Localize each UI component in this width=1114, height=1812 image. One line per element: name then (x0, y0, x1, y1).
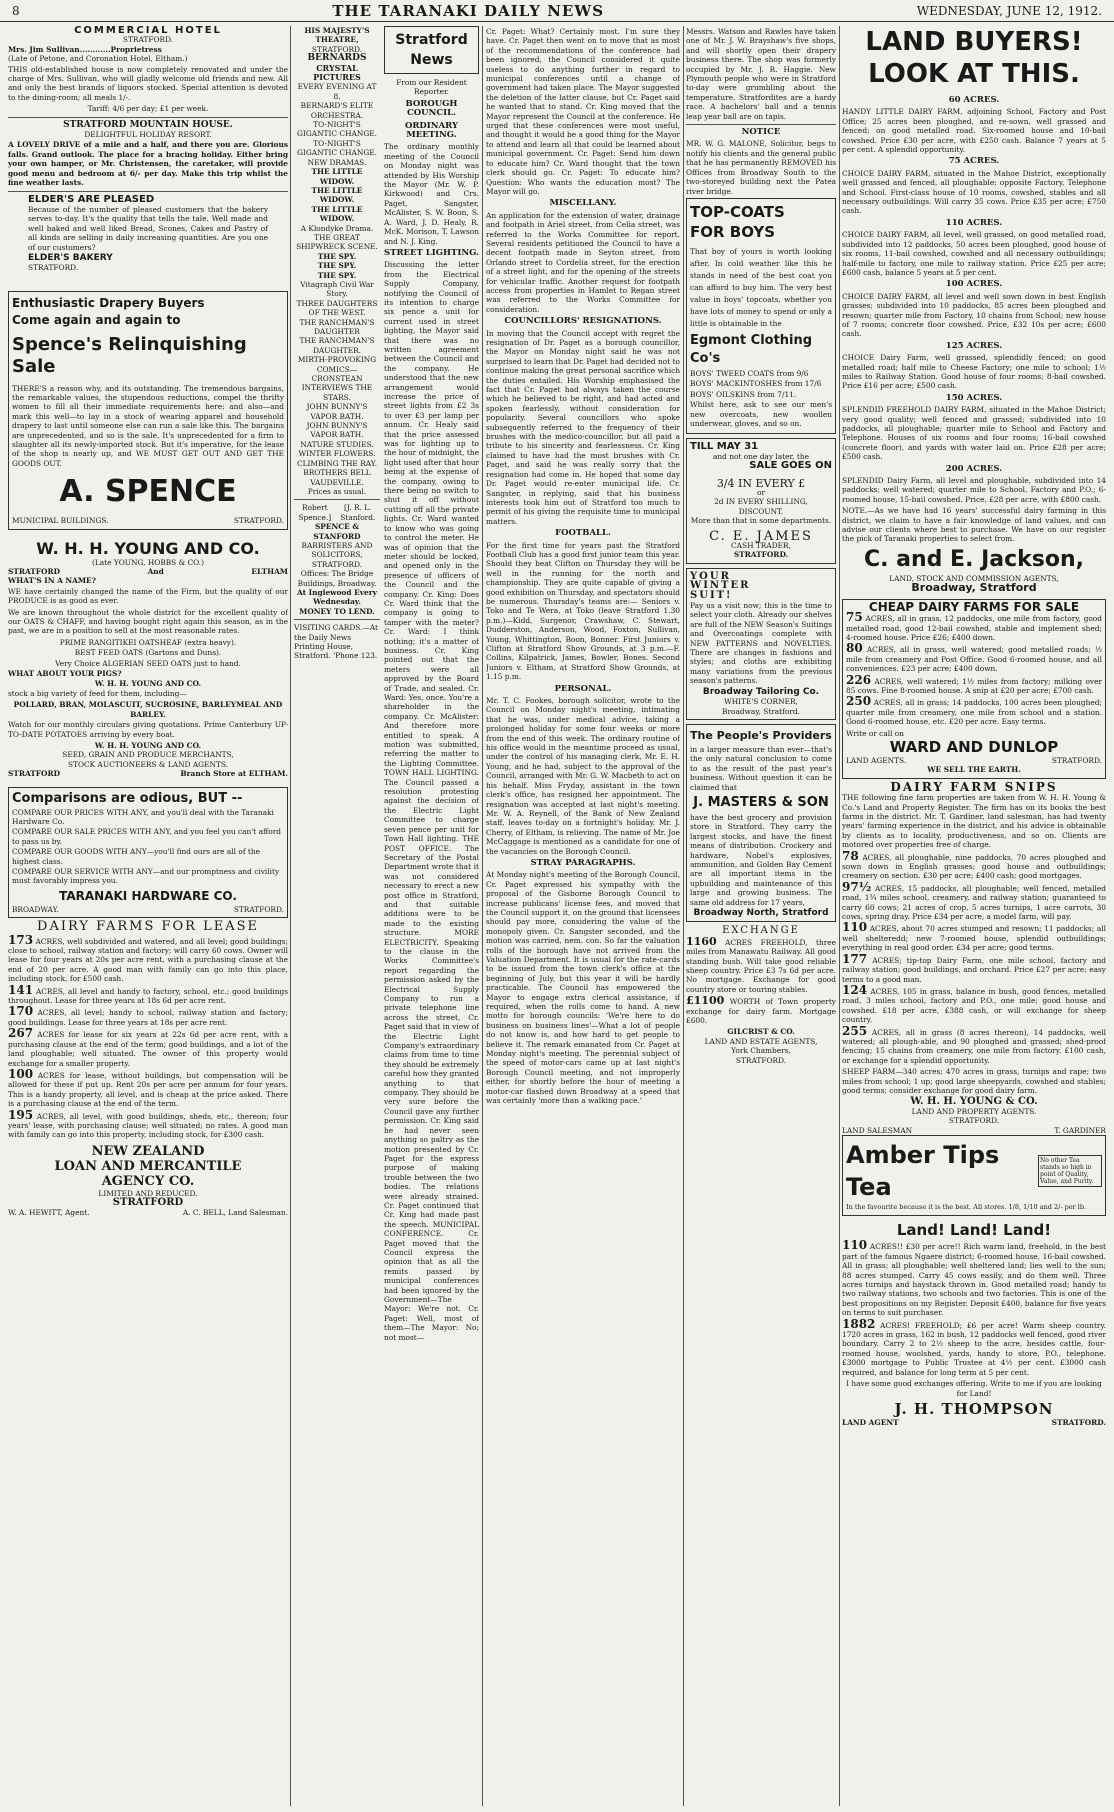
exchange-i2: WORTH of Town property exchange for dairy farm. Mortgage £600. (686, 997, 836, 1026)
thompson-foot: I have some good exchanges offering. Write to me if you are looking for Land! (846, 1379, 1102, 1398)
dairy-lease-ad (8, 919, 288, 1217)
hotel-place: STRATFORD. (122, 35, 174, 45)
snips-sheep: SHEEP FARM—340 acres; 470 acres in grass, turnips and rape; two miles from school; 1 up; good large sheepyards, cowshed and stables; good terms; consider exchange for good dairy farm. (842, 1067, 1106, 1095)
lease-acres: 141 (8, 982, 34, 997)
topcoats-h2: FOR BOYS (690, 222, 776, 241)
young-ld: POLLARD, BRAN, MOLASCUIT, SUCROSINE, BARLEYMEAL AND BARLEY. (13, 700, 283, 719)
column-rule (482, 26, 483, 1806)
lease-agency-2: LOAN AND MERCANTILE (54, 1158, 242, 1174)
theatre-prog: THE RANCHMAN'S DAUGHTER. (299, 336, 375, 355)
snips-text: ACRES, about 70 acres stumped and resown; 11 paddocks; all well shelteredd; new 7-roomed house, splendid outbuildings; everything in real good order. £34 per acre; good terms. (842, 924, 1106, 953)
topcoats-body: That boy of yours is worth looking after. In cold weather like this he stands in need of the best coat you can afford to buy him. The very best value in boys' topcoats, whether you have lots of money to spend or only a little is obtainable in the (690, 246, 832, 328)
lease-agent-r: A. C. BELL, Land Salesman. (182, 1207, 288, 1217)
theatre-prog: CRONSTEAN INTERVIEWS THE STARS. (301, 374, 373, 402)
young-p1: WE have certainly changed the name of the Firm, but the quality of our PRODUCE is as good as ever. (8, 586, 288, 606)
spence-name: A. SPENCE (59, 474, 237, 510)
c3-body1: Cr. Paget: What? Certainly most. I'm sure they have. Cr. Paget then went on to move that as most of the recommendations of the conference had been ignored, the Council considered it quite useless to do anything further in regard to municipal conferences until a change of government had taken place. The Mayor suggested the deletion of the latter clause, but Cr. Paget said he wanted that to stand. Cr. King moved that the Mayor represent the Council at the conference. He urged that these conferences were most useful, and thought it would be a good thing for the Mayor to attend and learn all that could be learned about municipal government. Cr. Paget: Send him down to educate him? Cr. Ward thought that the town clerk should go. Cr. Paget: To educate him? Question: Who wants the education most? The Mayor will go. (486, 27, 680, 196)
page-number: 8 (12, 3, 20, 18)
spence-left: MUNICIPAL BUILDINGS. (12, 516, 109, 526)
hardware-right: STRATFORD. (233, 904, 284, 914)
snips-acres: 255 (842, 1023, 868, 1038)
bakery-place: STRATFORD. (28, 263, 79, 273)
c3-body6: At Monday night's meeting of the Borough Council, Cr. Paget expressed his sympathy with the proposal of the Gisborne Borough Council to increase publicans' license fees, and moved that the Council support it, on the ground that licensees should pay more, considering the value of the monopoly given. Cr. Sangster seconded, and the motion was carried, nem. con. So far the valuation rolls of the borough have not arrived from the Valuation Department. It is usual for the rate-cards to be issued from the town clerk's office at the beginning of July, but this year it will be hardly practicable. The Council has empowered the Mayor to engage extra clerical assistance, if required, when the rolls come to hand. A new motto for borough councils: 'We're here to do business on business lines'—What a lot of people do not know is, and how hard to get people to believe it. The remark emanated from Cr. Paget at Monday night's meeting. The perennial subject of the speed of motor-cars came up at last night's Borough Council meeting, and not improperly either, for shortly before the hour of meeting a motor-car flashed down Broadway at a speed that was certainly 'more than a walking pace.' (486, 870, 680, 1106)
bakery-head: ELDER'S ARE PLEASED (28, 193, 155, 205)
exchange-i1: ACRES FREEHOLD, three miles from Manawatu Railway. All good standing bush. Will take good reliable sheep country. Price £3 7s 6d per acre. No mortgage. Exchange for good country store or touring stables. (686, 937, 836, 994)
james-not1: and not one day later, the (712, 451, 809, 461)
lease-acres: 170 (8, 1004, 34, 1019)
masters-h: The People's Providers (690, 728, 832, 742)
theatre-prog: JOHN BUNNY'S VAPOR BATH. (306, 402, 368, 421)
c3-resign: COUNCILLORS' RESIGNATIONS. (504, 316, 662, 327)
thompson-acres: 110 (842, 1238, 868, 1253)
ward-acres: 75 (846, 610, 863, 625)
lease-item (8, 932, 288, 984)
exchange-i2n: £1100 (686, 994, 725, 1008)
lease-text: ACRES for lease, without buildings, but compensation will be allowed for these if put up. Rent 20s per acre per annum for four years. This is a handy property, all level, and is cheap at the price asked. There is a purchasing clause at the end of the term. (8, 1070, 288, 1109)
topcoat-item: BOYS' TWEED COATS from 9/6 (690, 368, 809, 378)
theatre-line: NEW DRAMAS. (307, 157, 367, 167)
law-ad (294, 503, 380, 616)
james-disc2: 2d IN EVERY SHILLING, (714, 497, 808, 507)
snips-text: ACRES, 105 in grass, balance in bush, good fences, metalled road, 3 miles school, factory and P.O., one mile; good house and cowshed. £18 per acre, £388 cash, or will exchange for sheep country. (842, 986, 1106, 1025)
column-2 (294, 26, 479, 1344)
snips-acres: 97½ (842, 879, 872, 894)
exchange-name: GILCRIST & CO. (727, 1027, 795, 1037)
thompson-head: Land! Land! Land! (896, 1221, 1052, 1240)
young-late: (Late YOUNG, HOBBS & CO.) (91, 557, 205, 567)
theatre-spy: THE SPY. (317, 251, 357, 261)
jackson-acres: 100 ACRES. (945, 279, 1003, 290)
lease-acres: 100 (8, 1066, 34, 1081)
theatre-name: HIS MAJESTY'S THEATRE, (304, 26, 370, 45)
bakery-name: ELDER'S BAKERY (28, 252, 113, 263)
lease-item (8, 982, 288, 1006)
winter-addr1: WHITE'S CORNER, (724, 697, 798, 707)
snips-acres: 124 (842, 982, 868, 997)
lease-limited: LIMITED AND REDUCED. (98, 1188, 198, 1198)
spence-body: THERE'S a reason why, and its outstanding. The tremendous bargains, the remarkable values, the stupendous reductions, compel the thrifty women to fill all their immediate requirements here; and also—and mark this well—to lay in a stock of wearing apparel and household drapery to last until someone else can run a sale like this. The bargains are unprecedented, and so is the sale. It's unprecedented for a firm to slaughter all its newly-imported stock. But it's imperative, for the lease of the shop is nearly up, and WE MUST GET OUT AND GET THE GOODS OUT. (12, 383, 284, 468)
ward-acres: 80 (846, 641, 863, 656)
issue-date: WEDNESDAY, JUNE 12, 1912. (916, 3, 1102, 18)
theatre-ship: THE GREAT SHIPWRECK SCENE. (296, 232, 378, 252)
hotel-prop: Mrs. Jim Sullivan............Proprietress (8, 44, 162, 54)
theatre-ev: EVERY EVENING AT 8. (297, 82, 377, 101)
thompson-text: ACRES! FREEHOLD; £6 per acre! Warm sheep country. 1720 acres in grass, 162 in bush, 12 paddocks well fenced, good river boundary. Carry 2 to 2½ sheep to the acre, besides cattle, four-roomed house, woolshed, yards, handy to store, P.O., telephone. £3000 mortgage to Public Trustee at 4½ per cent. £3000 cash required, and balance for long term at 5 per cent. (842, 1320, 1106, 1377)
law-firm: SPENCE & STANFORD (313, 522, 361, 541)
lease-text: ACRES, all level, with good buildings, sheds, etc., thereon; four years' lease, with purchasing clause; well situated; no rates. A good man with family can go into this property, including stock, for £300 cash. (8, 1111, 288, 1140)
jackson-acres: 60 ACRES. (948, 95, 1000, 105)
lease-text: ACRES, well subdivided and watered, and all level; good buildings; close to school, railway station and factory; will carry 60 cows. Owner will lease for four years at 20s per acre rent, with a purchasing clause at the end of 20 per acre. A good man with family can go into this place, including stock, for £500 cash. (8, 936, 288, 984)
snips-item (842, 879, 1106, 922)
c3-body5: Mr. T. C. Fookes, borough solicitor, wrote to the Council on Monday night's meeting, intimating that he was, under medical advice, taking a prolonged holiday for some four weeks or more from the end of this week. The ordinary routine of his office would in the meantime proceed as usual, under the control of his managing clerk, Mr. E. H. Young, and he had, subject to the approval of the Council, arranged with Mr. G. W. Macbeth to act on his behalf. Miss Fryday, assistant in the town clerk's office, has resigned her appointment. The resignation was accepted at last night's meeting. Mr. W. A. Reynell, of the Bank of New Zealand staff, leaves to-day on a fortnight's holiday. Mr. J. Cherry, of Eltham, is relieving. The name of Mr. Joe McCaggage is mentioned as a candidate for one of the vacancies on the Borough Council. (486, 696, 680, 856)
mountain-name: STRATFORD MOUNTAIN HOUSE. (63, 119, 233, 130)
theatre-ad (294, 26, 380, 661)
lease-agency-1: NEW ZEALAND (91, 1143, 205, 1159)
snips-place: STRATFORD. (948, 1116, 1000, 1126)
hardware-left: BROADWAY. (12, 904, 59, 914)
hotel-prev: (Late of Petone, and Coronation Hotel, Eltham.) (8, 54, 188, 64)
snips-text: ACRES; tip-top Dairy Farm, one mile school, factory and railway station; good buildings, and orchard. Price £27 per acre; easy terms to a good man. (842, 955, 1106, 984)
ward-write: Write or call on (846, 728, 905, 738)
hotel-body: THIS old-established house is now completely renovated and under the charge of Mrs. Sullivan, who will gladly welcome old friends and new. All and only the best brands of liquors stocked. Special attention is devoted to the dining-room; all meals 1/-. (8, 64, 288, 102)
thompson-r: STRATFORD. (1051, 1417, 1106, 1427)
theatre-place: STRATFORD. (311, 44, 363, 54)
hardware-i1: COMPARE OUR PRICES WITH ANY, and you'll deal with the Taranaki Hardware Co. (12, 807, 274, 826)
theatre-prog: MIRTH-PROVOKING COMICS— (297, 355, 377, 374)
news-sec1: BOROUGH COUNCIL. (405, 98, 458, 119)
young-foot-l: STRATFORD (8, 769, 61, 779)
young-lb: BEST FEED OATS (Gartons and Duns). (74, 648, 222, 658)
law-sub2: STRATFORD. (311, 559, 363, 569)
hardware-i2: COMPARE OUR SALE PRICES WITH ANY, and you feel you can't afford to pass us by. (12, 827, 281, 846)
young-p2: We are known throughout the whole district for the excellent quality of our OATS & CHAFF, and having bought right again this season, as in the past, we are in a position to sell at the most reasonable rates. (8, 607, 288, 636)
jackson-text: HANDY LITTLE DAIRY FARM, adjoining School, Factory and Post Office; 25 acres been ploughed, and re-sown, well grassed and fenced; on good metalled road. Six-roomed house and 10-bail cowshed. Price £30 per acre, with £250 cash. Balance 7 years at 5 per cent. A splendid opportunity. (842, 107, 1106, 155)
c3-body3: In moving that the Council accept with regret the resignation of Dr. Paget as a borough councillor, the Mayor on Monday night said he was not surprised to learn that Dr. Paget had decided not to continue making the great personal sacrifice which the duties entailed. His Worship emphasised the fact that Cr. Paget had always taken the course which he believed to be right, and had acted and spoken fearlessly, without consideration for popularity. Several councillors who spoke subsequently referred to the frequency of their brushes with the medico-councillor, but all paid a tribute to his sincerity and fearlessness. Cr. King claimed to have had the most brushes with Cr. Paget, and said he was really sorry that the resignation had come in. He hoped that some day Dr. Paget would re-enter municipal life. Cr. Sangster, in replying, said that his business interests took him out of Stratford too much to permit of his giving the requisite time to municipal matters. (486, 328, 680, 526)
masters-ad (686, 724, 836, 923)
jackson-name: C. and E. Jackson, (863, 546, 1085, 572)
law-office: Offices: The Bridge Buildings, Broadway. (297, 569, 377, 588)
theatre-spy: THE SPY. (317, 270, 357, 280)
thompson-item (842, 1238, 1106, 1318)
news-sec3: STREET LIGHTING. (384, 247, 479, 258)
elders-bakery-ad (8, 195, 288, 273)
snips-text: ACRES, 15 paddocks, all ploughable; well fenced, metalled road, 1¾ miles school, creamery, and railway station; guaranteed to carry 60 cows; 21 acres of crop, 5 acres turnips, 1 acre carrots, 30 cows, spring dray. Price £34 per acre, a model farm, will pay. (842, 883, 1106, 922)
young-name: W. H. H. YOUNG AND CO. (36, 538, 260, 558)
ward-item (846, 672, 1102, 696)
news-body: Discussing the letter from the Electrical Supply Company, notifying the Council of its intention to charge six pence a unit for current used in street lighting, the Mayor said that there was no written agreement between the Council and the company. He understood that the new arrangement would increase the price of street lights from £2 3s to over £3 per lamp per annum. Cr. Healy said that the price assessed was for lighting up to the hour of midnight, the light used after that hour being at the expense of the company, owing to there being no switch to shut it off without cutting off all the private lights. Cr. Ward wanted to know who was going to control the meter. He was of opinion that the meter should be locked, and opened only in the presence of officers of the Council and the company. Cr. King: Does Cr. Ward think that the company is going to tamper with the meter? Cr. Ward: I think nothing; it's a matter of business. Cr. King pointed out that the meters were all approved by the Board of Trade, and sealed. Cr. Ward: Yes, once. You're a shareholder in the company. Cr. McAlister: And therefore more entitled to speak. A motion was submitted, referring the matter to the Lighting Committee. TOWN HALL LIGHTING. The Council passed a resolution protesting against the decision of the Electric Light Committee to charge seven pence per unit for Town Hall lighting. THE POST OFFICE. The Secretary of the Postal Department wrote that it was not considered necessary to erect a new post office in Stratford, and that suitable additions were to be made to the existing structure. MORE ELECTRICITY. Speaking to the clause in the Works Committee's report regarding the permission asked by the Electrical Supply Company to run a private telephone line across the street, Cr. Paget said that in view of the Electric Light Company's extraordinary claims from time to time they should be extremely careful how they granted anything to that company. They should be very sure before the Council gave any further permission. Cr. King said he had never seen anything so paltry as the motion presented by Cr. Paget for the express purpose of making trouble between the two bodies. The relations were already strained. Cr. Paget continued that Cr. King had made past the speech. MUNICIPAL CONFERENCE. Cr. Paget moved that the Council express the opinion that as all the remits passed by municipal conferences had been ignored by the Government—The Mayor: We're not. Cr. Paget: Well, most of them—The Mayor: No; not most— (384, 260, 479, 1342)
young-q2: WHAT ABOUT YOUR PIGS? (8, 669, 122, 679)
ward-name: WARD AND DUNLOP (889, 737, 1059, 756)
theatre-prog: WINTER FLOWERS. (298, 449, 376, 459)
winter-h2: WINTER (690, 580, 751, 592)
law-sub1: BARRISTERS AND SOLICITORS, (301, 540, 373, 560)
lease-text: ACRES, all level and handy to factory, school, etc.; good buildings throughout. Lease for three years at 18s 6d per acre rent. (8, 986, 288, 1006)
winter-name: Broadway Tailoring Co. (702, 686, 820, 697)
theatre-prog: JOHN BUNNY'S VAPOR BATH. (306, 421, 368, 440)
lease-text: ACRES for lease for six years at 22s 6d per acre rent, with a purchasing clause at the end of the term; good buildings, and a lot of the land ploughable; well situated. The owner of this property would exchange for a smaller property. (8, 1030, 288, 1068)
exchange-tag: LAND AND ESTATE AGENTS, (704, 1036, 818, 1046)
topcoats-foot: Whilst here, ask to see our men's new overcoats, new woollen underwear, gloves, and so on. (690, 400, 832, 428)
c3-personal: PERSONAL. (554, 683, 612, 694)
snips-tag: LAND AND PROPERTY AGENTS. (911, 1106, 1037, 1116)
hotel-name: COMMERCIAL HOTEL (74, 26, 222, 36)
theatre-widow: THE LITTLE WIDOW. (311, 204, 363, 224)
theatre-co: BERNARDS (307, 53, 367, 64)
law-n1: Robert Spence.] (298, 503, 332, 522)
young-tag2: STOCK AUCTIONEERS & LAND AGENTS. (67, 759, 229, 769)
spence-line-1: Enthusiastic Drapery Buyers (12, 295, 205, 310)
thompson-ad (842, 1220, 1106, 1427)
jackson-tag: LAND, STOCK AND COMMISSION AGENTS, (889, 573, 1059, 583)
thompson-l: LAND AGENT (842, 1417, 899, 1427)
jackson-text: CHOICE DAIRY FARM, all level and well sown down in best English grasses; subdivided into 10 paddocks, 85 acres been ploughed and resown; quarter mile from Factory, 10 chains from School; new house of 7 rooms; concrete floor cowshed. Price, £32 10s per acre; £600 cash. (842, 291, 1106, 339)
snips-acres: 177 (842, 951, 868, 966)
winter-h1: YOUR (690, 570, 731, 582)
news-byline: From our Resident Reporter. (396, 78, 467, 97)
ward-agents: LAND AGENTS. (846, 755, 907, 765)
exchange-addr: York Chambers, (731, 1046, 791, 1056)
topcoats-h1: TOP-COATS (690, 202, 785, 221)
james-sale: SALE GOES ON (749, 460, 832, 472)
ward-item (846, 694, 1102, 727)
theatre-prog: THE RANCHMAN'S DAUGHTER (299, 317, 375, 336)
snips-item (842, 848, 1106, 881)
snips-item (842, 1023, 1106, 1066)
c3-football: FOOTBALL. (555, 528, 611, 539)
theatre-spy: THE SPY. (317, 261, 357, 271)
theatre-widow: THE LITTLE WIDOW. (311, 185, 363, 205)
jackson-addr: Broadway, Stratford (911, 581, 1037, 595)
young-m: And (147, 567, 164, 577)
masthead (0, 0, 1114, 22)
ward-head: CHEAP DAIRY FARMS FOR SALE (868, 599, 1080, 614)
jackson-text: CHOICE Dairy Farm, well grassed, splendidly fenced; on good metalled road; half mile to Cheese Factory; one mile to school; 1½ miles to Railway Station. Good house of four rooms; 8-bail cowshed. Price £16 per acre; £500 cash. (842, 353, 1106, 391)
column-4 (686, 26, 836, 1065)
c3-body2: An application for the extension of water, drainage and footpath in Ariel street, from Celia street, was referred to the Works Committee for report. Several residents petitioned the Council to have a decent footpath made in Seyton street, from Orlando street to Cordelia street, for the erection of a street light, and for the opening of the streets for vehicular traffic. Another request for footpath access from properties in Hamlet to Regan street was referred to the Works Committee for consideration. (486, 210, 680, 314)
jackson-text: SPLENDID Dairy Farm, all level and ploughable, subdivided into 14 paddocks; well watered; quarter mile to School, Factory and P.O.; 6-roomed house, 15-bail cowshed. Price, £28 per acre, with £800 cash. (842, 476, 1106, 504)
theatre-klondyke: A Klondyke Drama. (300, 223, 374, 233)
c3-body4: For the first time for years past the Stratford Football Club has a good first junior team this year. Should they beat Clifton on Thursday they will be well in the running for the north and championship. They are quite capable of giving a good exhibition on Thursday, and spectators should be numerous. Thursday's teams are:— Seniors v. Toko and Te Wera, at Toko (leave Stratford 1.30 p.m.)—Kidd, Surgenor, Crawshaw, C. Stewart, Dudderston, Anderson, Wood, Foxton, Sullivan, Young, Whittington, Boon, Bonner. First Juniors v. Clifton at Stratford Show Grounds, at 3 p.m.—F. Collins, Kilpatrick, James, Bowler, Bones. Second Juniors v. Eltham, at Stratford Show Grounds, at 1.15 p.m. (486, 540, 680, 682)
snips-item (842, 920, 1106, 953)
theatre-vita: Vitagraph Civil War Story. (300, 279, 374, 299)
james-till: TILL MAY 31 (690, 441, 759, 453)
lease-place: STRATFORD (112, 1197, 184, 1209)
spence-right: STRATFORD. (233, 516, 284, 526)
c4-body1: Messrs. Watson and Rawles have taken one of Mr. J. W. Brayshaw's five shops, and will shortly open their drapery business there. The shop was formerly occupied by Mr. J. R. Haggie. New Plymouth people who were in Stratford to-day were grumbling about the temperature. Stratfordites are a hardy race. A bachelors' ball and a tennis leap year ball are on tapis. (686, 27, 836, 121)
amber-tea-ad (842, 1135, 1106, 1216)
snips-text: ACRES, all ploughable, nine paddocks, 70 acres ploughed and sown down in English grasses; good house and outbuildings; creamery on section. £30 per acre; £400 cash; good mortgages. (842, 852, 1106, 881)
thompson-acres: 1882 (842, 1316, 876, 1331)
column-rule (683, 26, 684, 1806)
theatre-prog: BROTHERS BELL VAUDEVILLE. (303, 468, 371, 487)
bakery-body: Because of the number of pleased customers that the bakery serves to-day. It's the quality that tells the tale. Well made and well baked and well liked Bread, Scones, Cakes and Pastry of all kinds are selling in daily increasing quantities. Are you one of our customers? (28, 204, 268, 252)
snips-intro: THE following fine farm properties are taken from W. H. H. Young & Co.'s Land and Property Register. The firm has on its books the best farms in the district. Mr. T. Gardiner, land salesman, has had twenty years' farming experience in the district, and his advice is obtainable by clients as to locality, productiveness, and so on. Clients are motored over properties free of charge. (842, 793, 1106, 850)
jackson-ad (842, 26, 1106, 593)
law-money: MONEY TO LEND. (299, 606, 375, 616)
lease-agent-l: W. A. HEWITT, Agent. (8, 1207, 90, 1217)
theatre-co2: CRYSTAL PICTURES (313, 62, 361, 83)
mountain-body: A LOVELY DRIVE of a mile and a half, and there you are. Glorious falls. Grand outlook. The place for a bracing holiday. Either bring your own hamper, or Mr. Christensen, the caretaker, will provide good menu and bedroom at 6/- per day. Make this trip whilst the fine weather lasts. (8, 140, 288, 188)
jackson-acres: 150 ACRES. (945, 392, 1003, 403)
masters-addr: Broadway North, Stratford (693, 908, 829, 918)
hardware-ad (8, 787, 288, 919)
snips-l: LAND SALESMAN (842, 1125, 913, 1135)
snips-r: T. GARDINER (1054, 1125, 1106, 1135)
theatre-line: TO-NIGHT'S GIGANTIC CHANGE. (297, 120, 377, 139)
ward-item (846, 610, 1102, 642)
hardware-name: TARANAKI HARDWARE CO. (59, 888, 237, 903)
theatre-prog: NATURE STUDIES. (300, 439, 374, 449)
snips-item (842, 982, 1106, 1025)
topcoats-name: Egmont Clothing Co's (690, 332, 813, 366)
young-produce-ad (8, 540, 288, 779)
jackson-note: NOTE.—As we have had 16 years' successful dairy farming in this district, we claim to have a fair knowledge of land values, and can advise our clients where best to purchase. We have on our register the pick of Taranaki properties to select from. (842, 506, 1106, 544)
malone-notice (686, 128, 836, 196)
young-p3: stock a big variety of feed for them, including— (8, 688, 187, 698)
topcoat-item: BOYS' OILSKINS from 7/11. (690, 389, 797, 399)
column-1 (8, 26, 288, 1217)
hardware-head: Comparisons are odious, BUT -- (12, 790, 243, 806)
visiting-cards: VISITING CARDS.—At the Daily News Printing House, Stratford. 'Phone 123. (294, 623, 379, 661)
masters-body2: have the best grocery and provision store in Stratford. They carry the largest stocks, and have the finest means of distribution. Crockery and hardware, Nobel's explosives, ammunition, and Golden Bay Cement are all important items in the upbuilding and maintenance of this large and growing business. The same old address for 17 years, (690, 812, 832, 907)
ward-slogan: WE SELL THE EARTH. (927, 765, 1021, 775)
hardware-i4: COMPARE OUR SERVICE WITH ANY—and our promptness and civility must favorably impress you. (12, 867, 280, 886)
lease-item (8, 1066, 288, 1109)
theatre-prog: CLIMBING THE RAY. (296, 458, 378, 468)
lease-acres: 173 (8, 932, 34, 947)
jackson-text: CHOICE DAIRY FARM, situated in the Mahoe District, exceptionally well grassed and fenced, all ploughable; opposite Factory, Telephone and School. First-class house of 10 rooms, cowshed, stables and all necessary outbuildings. Will carry 35 cows. Price £35 per acre; £750 cash. (842, 168, 1106, 216)
young-la: PRIME RANGITIKEI OATSHEAF (extra heavy). (59, 637, 237, 647)
snips-head: DAIRY FARM SNIPS (890, 779, 1058, 794)
news-sec2: ORDINARY MEETING. (404, 120, 459, 141)
jackson-acres: 200 ACRES. (945, 463, 1003, 474)
snips-ad (842, 779, 1106, 1135)
news-head: Stratford News (384, 26, 479, 74)
james-trader: CASH TRADER, (731, 541, 791, 550)
news-p1: The ordinary monthly meeting of the Council on Monday night was attended by His Worship the Mayor (Mr. W. P. Kirkwood) and Crs. Paget, Sangster, McAlister, S. W. Boon, S. A. Ward, J. D. Healy, R. McK. Morison, T. Lawson and N. J. King. (384, 142, 479, 246)
column-5 (842, 26, 1106, 1427)
lease-acres: 267 (8, 1026, 34, 1041)
column-rule (290, 26, 291, 1806)
theatre-sub: BERNARD'S ELITE ORCHESTRA. (300, 101, 374, 120)
ward-item (846, 641, 1102, 674)
tea-name: Amber Tips Tea (846, 1141, 1000, 1201)
james-sale-ad (686, 438, 836, 563)
james-place: STRATFORD. (733, 550, 789, 560)
jackson-h2: LOOK AT THIS. (868, 59, 1080, 89)
james-disc3: DISCOUNT. (738, 506, 784, 516)
column-3 (486, 26, 680, 1108)
ward-dunlop-ad (842, 599, 1106, 779)
thompson-text: ACRES!! £30 per acre!! Rich warm land, freehold, in the best part of the famous Ngaere district; 6-roomed house, 16-bail cowshed. All in grass; all ploughable; well sheltered land; lies well to the sun; 88 acres stumped. Carry 45 cows easily, and do them well. Three acres turnips and haystack thrown in. Good metalled road; handy to two railway stations, two schools and two factories. This is one of the best propositions on my Register. Deposit £400, balance for five years on terms to suit purchaser. (842, 1242, 1106, 1318)
lease-acres: 195 (8, 1107, 34, 1122)
exchange-place: STRATFORD. (735, 1055, 787, 1065)
james-or: or (757, 487, 765, 497)
lease-item (8, 1026, 288, 1068)
ward-acres: 226 (846, 672, 872, 687)
winter-body: Pay us a visit now; this is the time to select your cloth. Already our shelves are full of the NEW Season's Suitings and Overcoatings complete with NEW PATTERNS and NOVELTIES. There are changes in fashions and styles; and cloths are exhibiting many variations from the previous season's patterns. (690, 601, 832, 686)
theatre-widow: THE LITTLE WIDOW. (311, 167, 363, 186)
lease-text: ACRES, all level; handy to school, railway station and factory; good buildings. Lease for three years at 18s per acre rent. (8, 1008, 288, 1027)
topcoats-ad (686, 198, 836, 434)
snips-acres: 78 (842, 848, 859, 863)
snips-name: W. H. H. YOUNG & CO. (910, 1096, 1038, 1108)
masters-name: J. MASTERS & SON (693, 794, 829, 810)
james-more: More than that in some departments. (690, 516, 832, 526)
stratford-news (384, 26, 479, 1344)
ward-place: STRATFORD. (1051, 755, 1102, 765)
jackson-text: SPLENDID FREEHOLD DAIRY FARM, situated in the Mahoe District; very good quality; well fenced and grassed; subdivided into 10 paddocks, all ploughable; quarter mile to School and Factory and Telephone. Houses of six rooms and four rooms; 16-bail cowshed (concrete floor), and yards with water laid on. Price £28 per acre; £500 cash. (842, 405, 1106, 462)
mountain-sub: DELIGHTFUL HOLIDAY RESORT. (84, 130, 212, 140)
topcoat-item: BOYS' MACKINTOSHES from 17/6 (690, 379, 822, 389)
young-foot-r: Branch Store at ELTHAM. (180, 769, 288, 779)
law-n2: [J. R. L. Stanford. (340, 503, 376, 522)
tea-side: No other Tea stands so high in point of Quality, Value, and Purity. (1038, 1155, 1102, 1187)
exchange-i1n: 1160 (686, 934, 717, 948)
snips-acres: 110 (842, 920, 868, 935)
ward-text: ACRES, all in grass, well watered; good metalled roads; ½ mile from creamery and Post Office. Good 6-roomed house, and all conveniences. £23 per acre; £400 down. (846, 645, 1102, 674)
hardware-i3: COMPARE OUR GOODS WITH ANY—you'll find ours are all of the highest class. (12, 847, 261, 866)
young-q1: WHAT'S IN A NAME? (8, 576, 97, 586)
winter-addr2: Broadway, Stratford. (722, 706, 800, 716)
jackson-h1: LAND BUYERS! (865, 27, 1083, 57)
notice-head: NOTICE (741, 127, 781, 138)
notice-body: MR. W. G. MALONE, Solicitor, begs to notify his clients and the general public that he has permanently REMOVED his Offices from Broadway South to the two-storeyed building next the Patea river bridge. (686, 139, 836, 196)
jackson-acres: 75 ACRES. (948, 156, 1000, 167)
jackson-text: CHOICE DAIRY FARM, all level, well grassed, on good metalled road, subdivided into 12 paddocks, 50 acres been ploughed, good house of six rooms, 11-bail cowshed, cowshed and all necessary outbuildings; half-mile to factory, one mile to railway station. Price £25 per acre; £600 cash, balance 5 years at 5 per cent. (842, 230, 1106, 277)
ward-text: ACRES, all in grass; 14 paddocks, 100 acres been ploughed; quarter mile from creamery, one mile from school and a station. Good 6-roomed house, etc. £20 per acre. Easy terms. (846, 698, 1102, 727)
young-name2: W. H. H. YOUNG AND CO. (94, 678, 202, 688)
thompson-item (842, 1316, 1106, 1377)
james-disc1: 3/4 IN EVERY £ (716, 476, 806, 490)
spence-line-3: Spence's Relinquishing Sale (12, 333, 247, 377)
law-ing: At Inglewood Every Wednesday. (297, 587, 377, 607)
lease-head: DAIRY FARMS FOR LEASE (37, 919, 259, 935)
young-p4: Watch for our monthly circulars giving quotations. Prime Canterbury UP-TO-DATE POTATOES arriving by every boat. (8, 720, 288, 739)
young-name3: W. H. H. YOUNG AND CO. (94, 740, 202, 750)
tea-tag: In the favourite because it is the best. All stores. 1/8, 1/10 and 2/- per lb. (846, 1203, 1087, 1211)
mountain-house-ad (8, 121, 288, 188)
c3-misc: MISCELLANY. (549, 198, 617, 209)
jackson-acres: 110 ACRES. (945, 217, 1003, 228)
c3-stray: STRAY PARAGRAPHS. (530, 857, 636, 868)
young-tag1: SEED, GRAIN AND PRODUCE MERCHANTS, (62, 750, 234, 760)
exchange-ad (686, 926, 836, 1065)
james-name: C. E. JAMES (709, 528, 813, 544)
newspaper-title: THE TARANAKI DAILY NEWS (332, 1, 605, 20)
lease-item (8, 1107, 288, 1140)
young-r: ELTHAM (251, 567, 288, 577)
masters-body1: in a larger measure than ever—that's the only natural conclusion to come to as the result of the past year's business. Without question it can be claimed that (690, 744, 832, 792)
spence-sale-ad (8, 291, 288, 530)
ward-text: ACRES, all in grass, 12 paddocks, one mile from factory, good metalled road, good 12-bail cowshed, stable and implement shed; 4-roomed house. Price £26; £400 down. (846, 614, 1102, 642)
thompson-name: J. H. THOMPSON (894, 1399, 1054, 1418)
snips-item (842, 951, 1106, 984)
exchange-head: EXCHANGE (722, 925, 800, 937)
spence-line-2: Come again and again to (12, 313, 181, 328)
theatre-prog: THREE DAUGHTERS OF THE WEST. (296, 298, 378, 318)
winter-h3: SUIT! (690, 589, 733, 601)
jackson-acres: 125 ACRES. (945, 340, 1003, 351)
column-rule (839, 26, 840, 1806)
lease-item (8, 1004, 288, 1027)
ward-text: ACRES, well watered; 1½ miles from factory; milking over 85 cows. Fine 8-roomed house. A snip at £20 per acre; £700 cash. (846, 676, 1102, 695)
ward-acres: 250 (846, 694, 872, 709)
lease-agency-3: AGENCY CO. (101, 1173, 195, 1189)
snips-text: ACRES, all in grass (8 acres thereon), 14 paddocks, well watered; all plough-able, and 90 ploughed and grassed; shed-proof fencing; 15 chains from creamery, one mile from factory. £100 cash, or exchange for a splendid opportunity. (842, 1027, 1106, 1065)
young-l: STRATFORD (8, 567, 61, 577)
theatre-prices: Prices as usual. (307, 486, 367, 496)
theatre-line: TO-NIGHT'S GIGANTIC CHANGE. (297, 138, 377, 158)
young-lc: Very Choice ALGERIAN SEED OATS just to hand. (55, 658, 241, 668)
tailoring-ad (686, 568, 836, 720)
commercial-hotel-ad (8, 26, 288, 114)
hotel-tariff: Tariff: 4/6 per day; £1 per week. (87, 104, 209, 114)
